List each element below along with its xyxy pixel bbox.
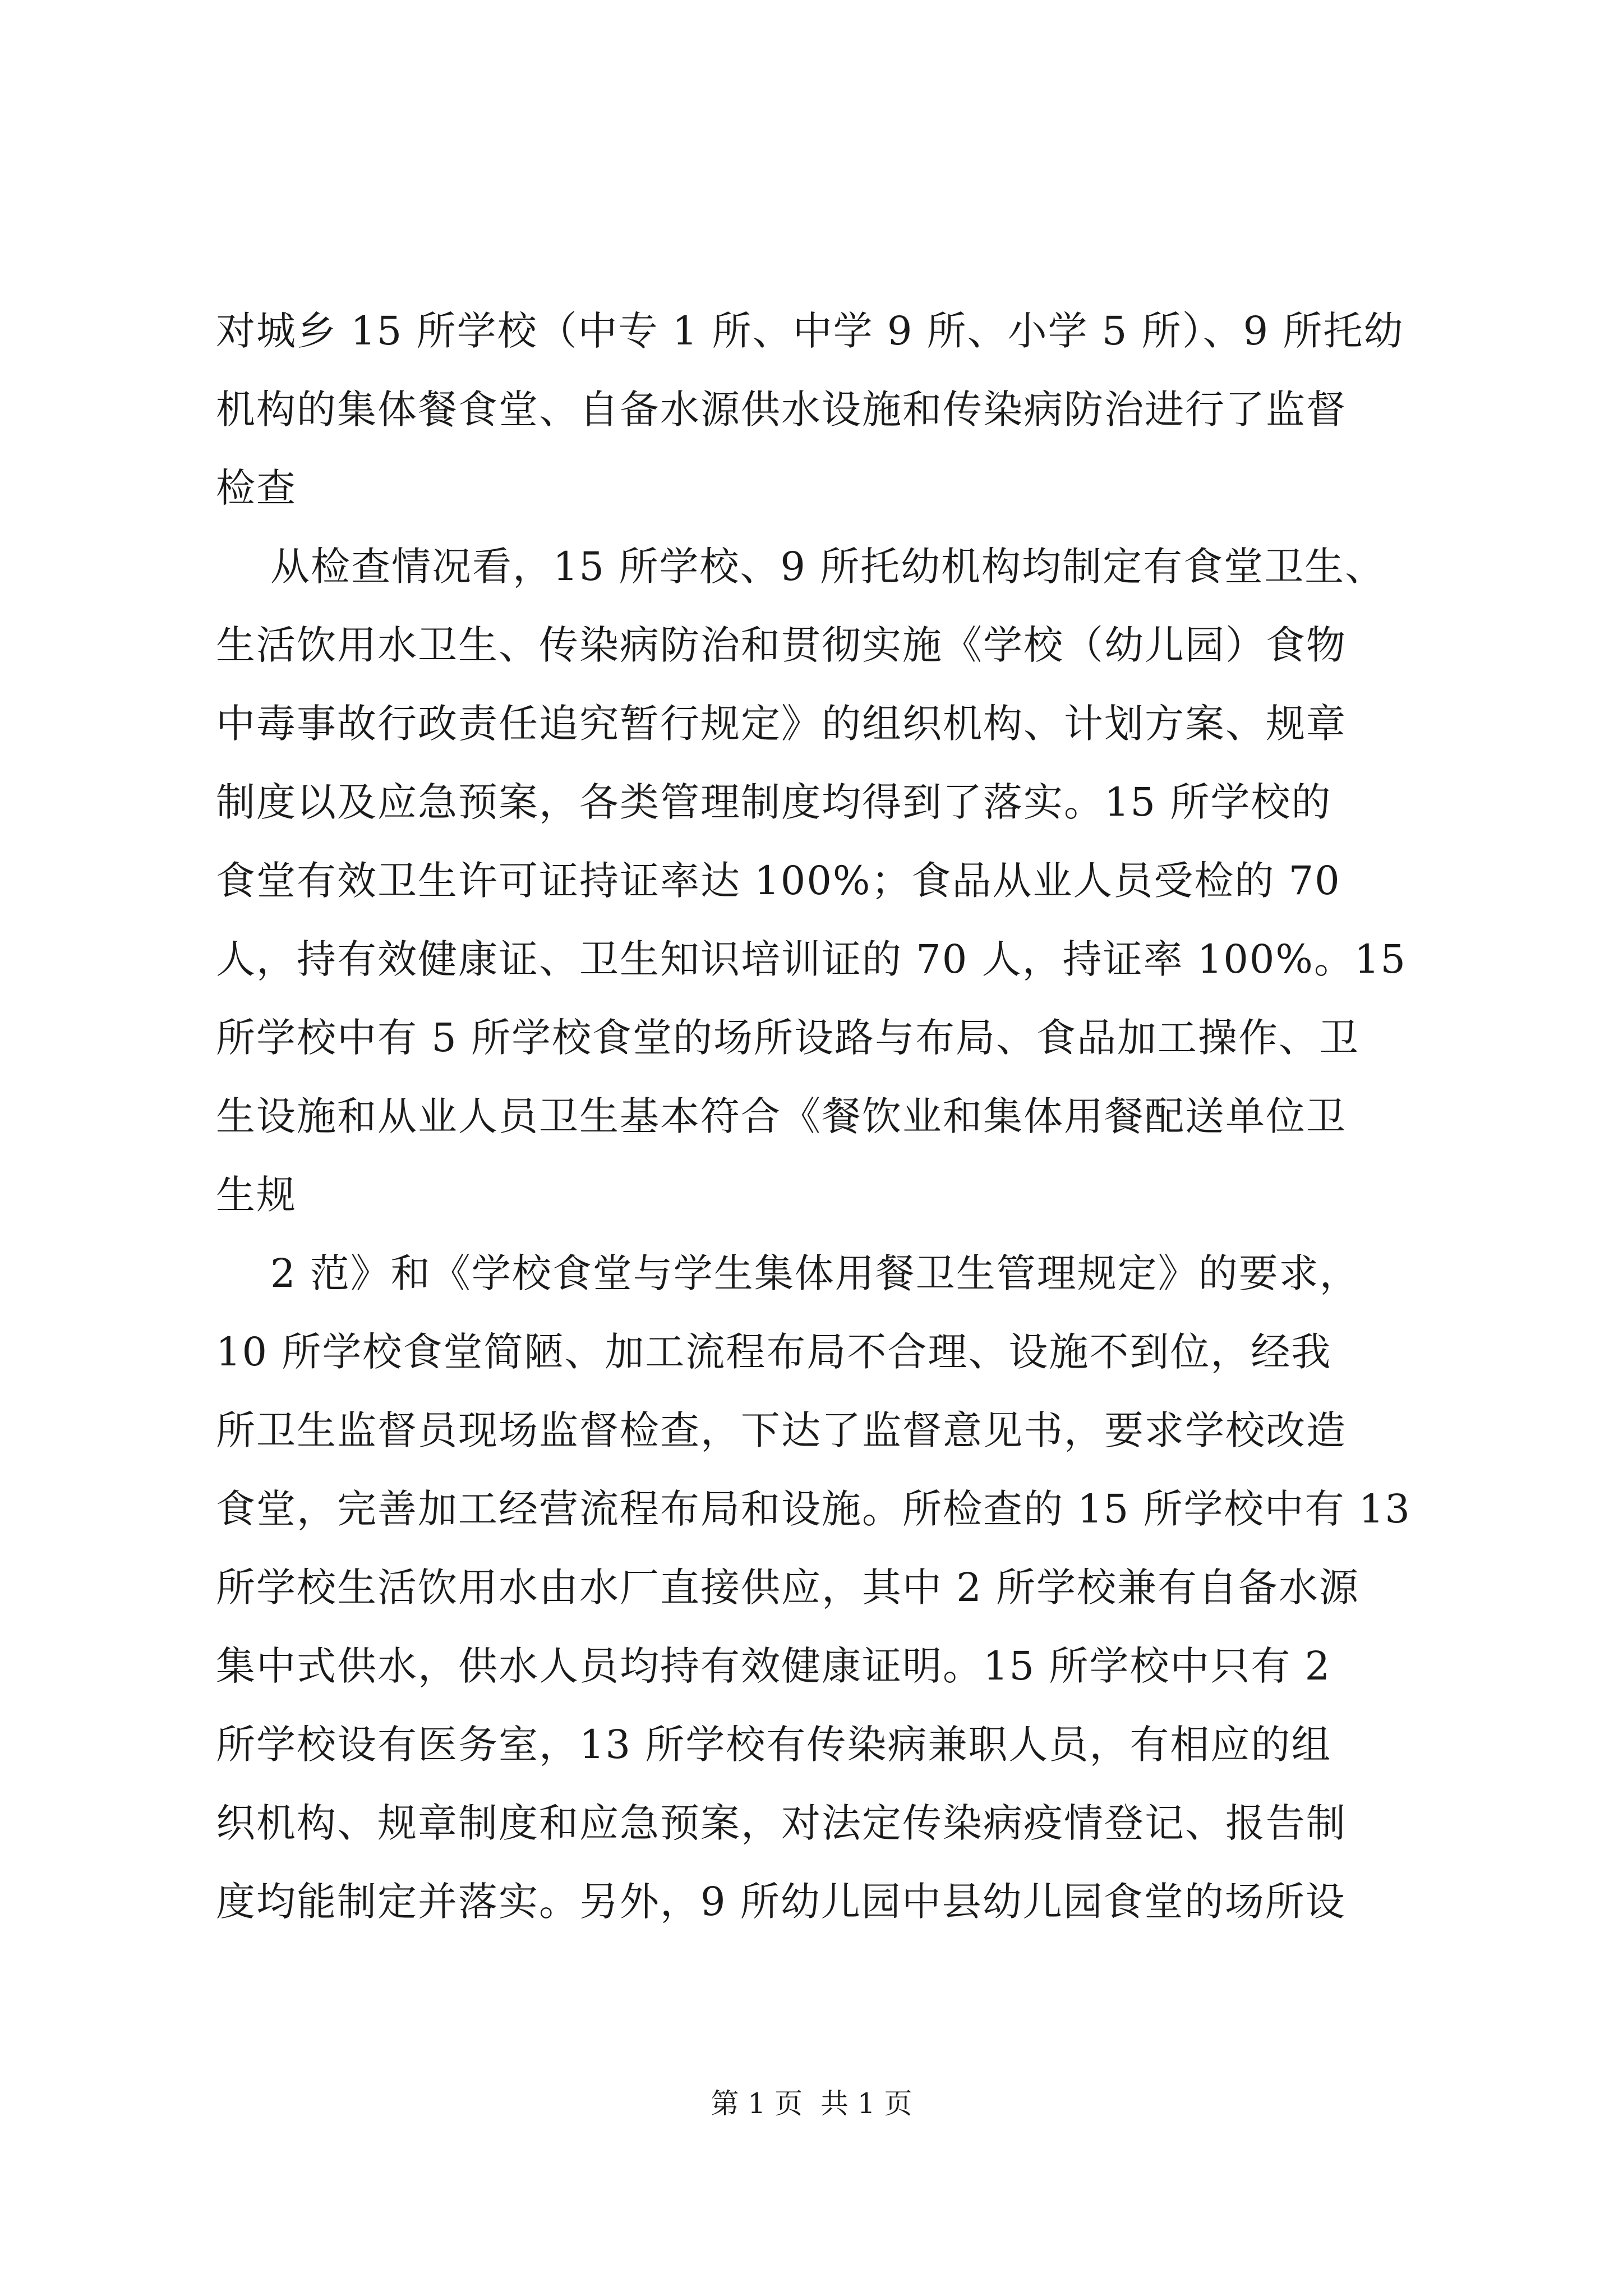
text-line: 对城乡 15 所学校（中专 1 所、中学 9 所、小学 5 所）、9 所托幼 bbox=[216, 308, 1404, 354]
text-line: 人，持有效健康证、卫生知识培训证的 70 人，持证率 100%。15 bbox=[216, 936, 1407, 982]
text-line: 2 范》和《学校食堂与学生集体用餐卫生管理规定》的要求， bbox=[216, 1250, 1360, 1296]
text-line: 从检查情况看，15 所学校、9 所托幼机构均制定有食堂卫生、 bbox=[216, 544, 1386, 590]
text-line: 生规 bbox=[216, 1172, 297, 1218]
text-line: 生设施和从业人员卫生基本符合《餐饮业和集体用餐配送单位卫 bbox=[216, 1093, 1347, 1139]
text-line: 所学校生活饮用水由水厂直接供应，其中 2 所学校兼有自备水源 bbox=[216, 1565, 1360, 1611]
text-line: 所卫生监督员现场监督检查，下达了监督意见书，要求学校改造 bbox=[216, 1407, 1347, 1453]
text-line: 度均能制定并落实。另外，9 所幼儿园中县幼儿园食堂的场所设 bbox=[216, 1879, 1346, 1925]
text-line: 检查 bbox=[216, 465, 297, 511]
text-line: 中毒事故行政责任追究暂行规定》的组织机构、计划方案、规章 bbox=[216, 701, 1347, 747]
text-line: 机构的集体餐食堂、自备水源供水设施和传染病防治进行了监督 bbox=[216, 386, 1347, 432]
text-line: 生活饮用水卫生、传染病防治和贯彻实施《学校（幼儿园）食物 bbox=[216, 622, 1347, 668]
text-line: 所学校中有 5 所学校食堂的场所设路与布局、食品加工操作、卫 bbox=[216, 1015, 1360, 1061]
body-text bbox=[216, 292, 1427, 1941]
text-line: 集中式供水，供水人员均持有效健康证明。15 所学校中只有 2 bbox=[216, 1643, 1331, 1689]
text-line: 所学校设有医务室，13 所学校有传染病兼职人员，有相应的组 bbox=[216, 1722, 1332, 1768]
page-number-footer: 第 1 页 共 1 页 bbox=[711, 2087, 912, 2120]
text-line: 制度以及应急预案，各类管理制度均得到了落实。15 所学校的 bbox=[216, 779, 1332, 825]
text-line: 10 所学校食堂简陋、加工流程布局不合理、设施不到位，经我 bbox=[216, 1329, 1332, 1375]
text-line: 食堂有效卫生许可证持证率达 100%；食品从业人员受检的 70 bbox=[216, 858, 1341, 904]
text-line: 织机构、规章制度和应急预案，对法定传染病疫情登记、报告制 bbox=[216, 1800, 1347, 1846]
text-line: 食堂，完善加工经营流程布局和设施。所检查的 15 所学校中有 13 bbox=[216, 1486, 1411, 1532]
